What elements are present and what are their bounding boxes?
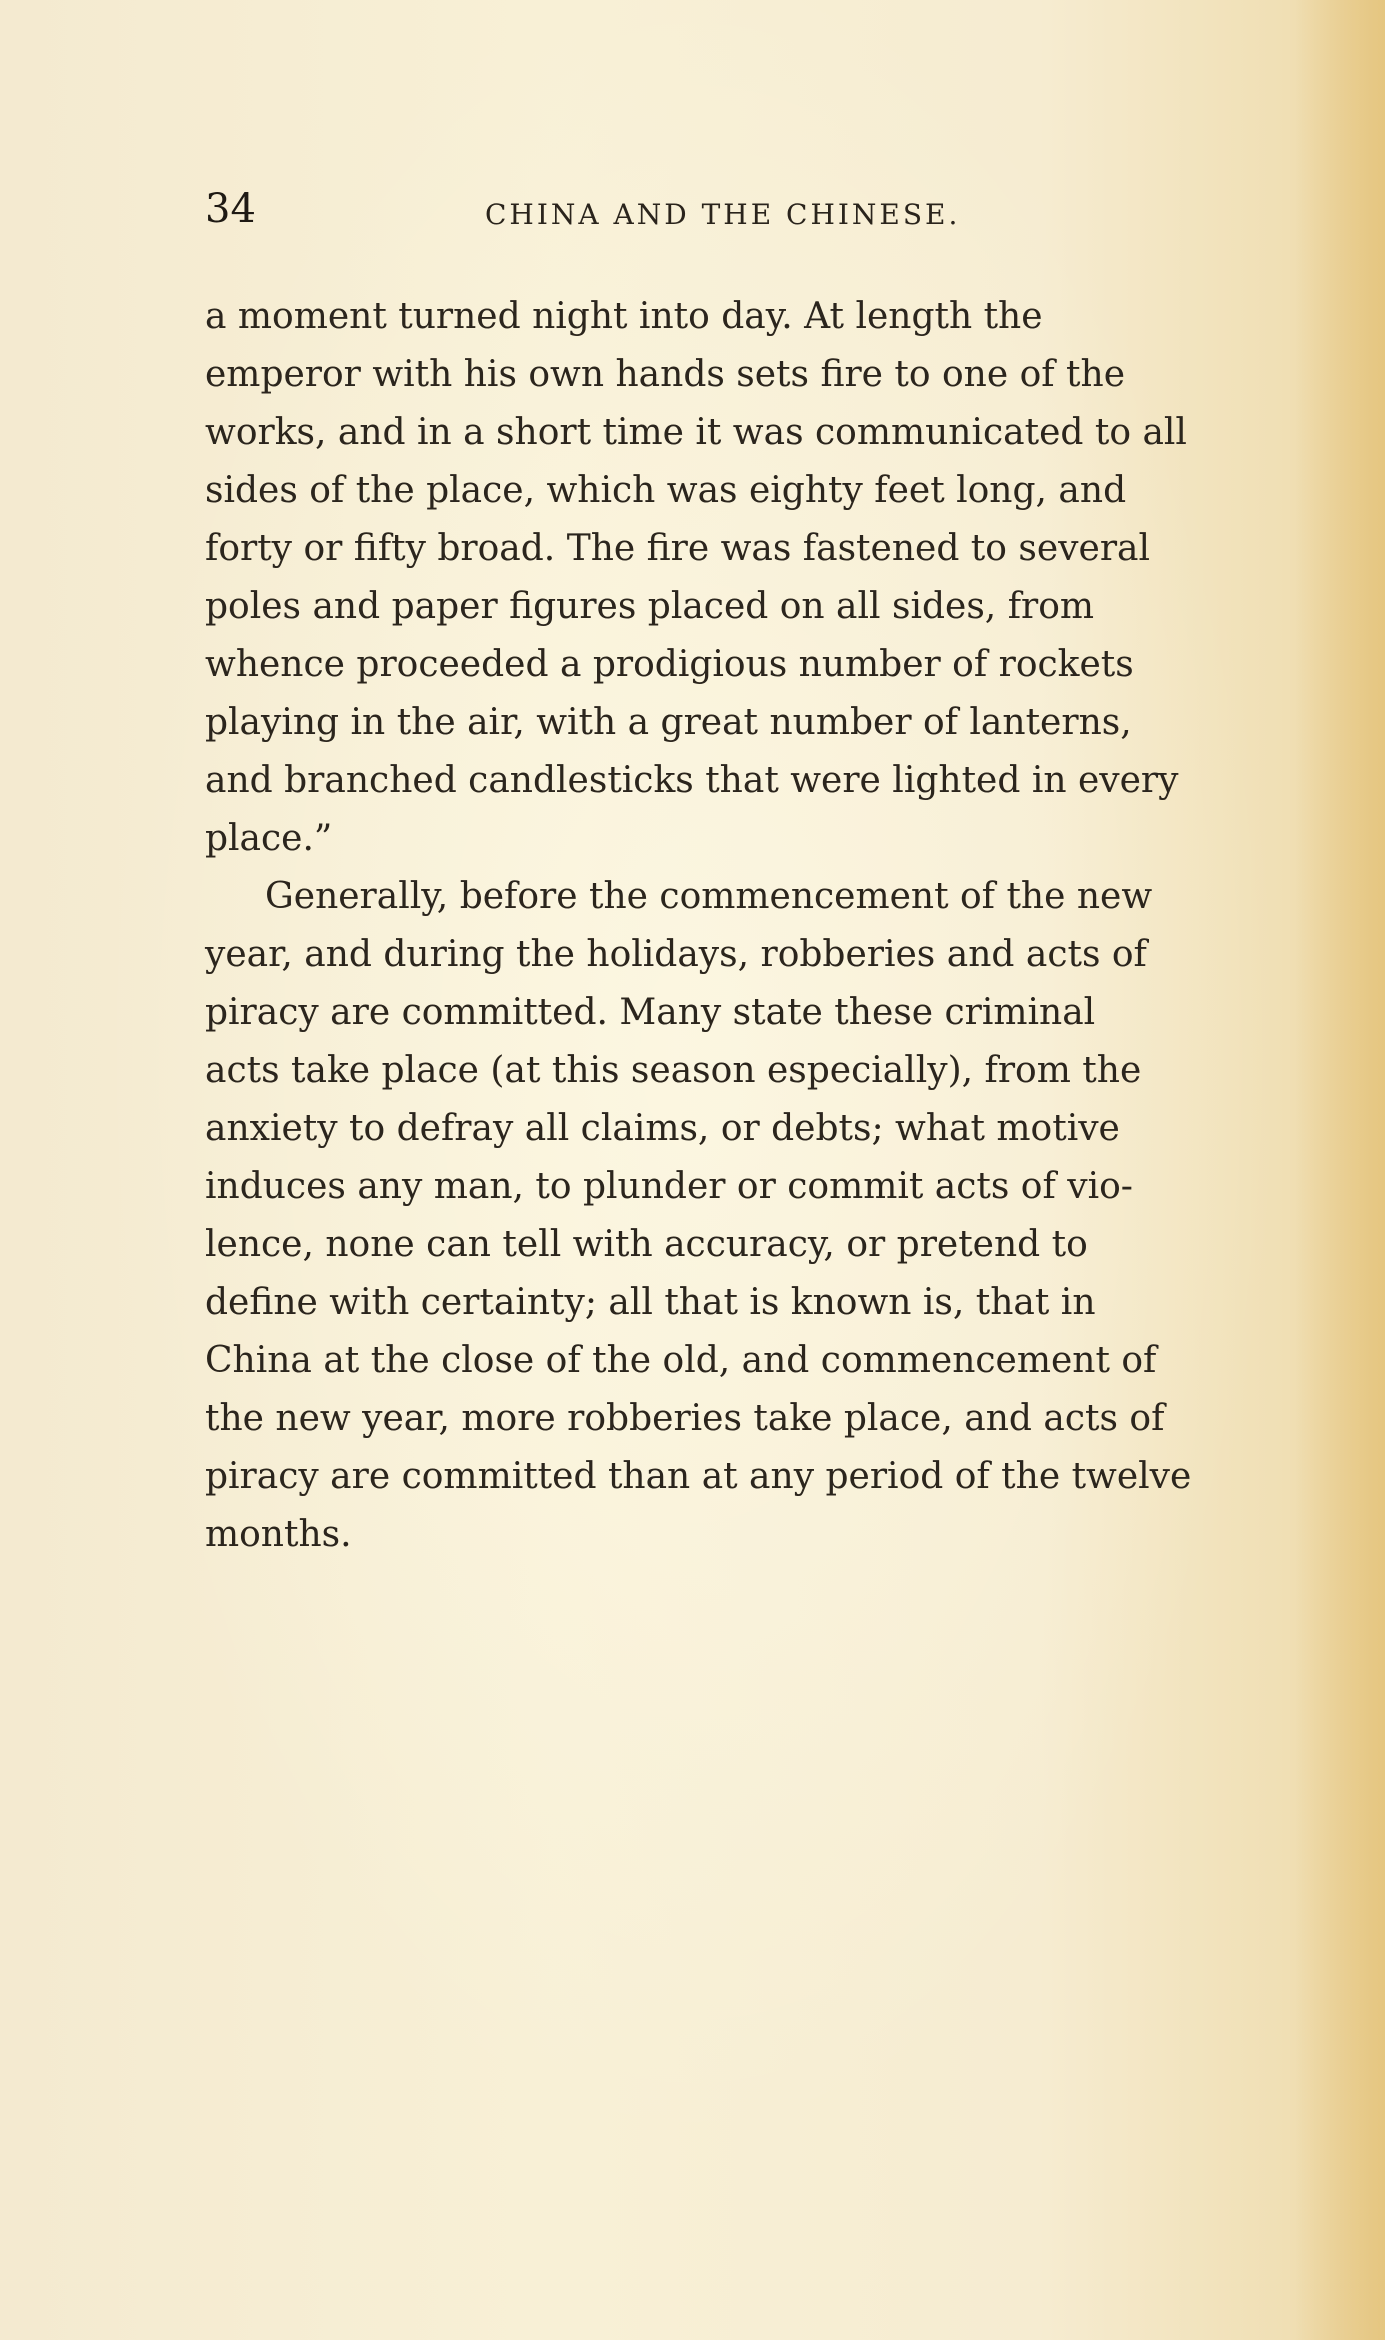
body-text bbox=[205, 288, 1305, 1564]
text-line: acts take place (at this season especially), from the bbox=[205, 1050, 1142, 1091]
text-line: place.” bbox=[205, 818, 333, 859]
page-edge-shading bbox=[1295, 0, 1385, 2340]
text-line: define with certainty; all that is known is, that in bbox=[205, 1282, 1096, 1323]
text-line: playing in the air, with a great number of lanterns, bbox=[205, 702, 1132, 743]
running-head bbox=[205, 180, 1035, 240]
text-line: anxiety to defray all claims, or debts; what motive bbox=[205, 1108, 1120, 1149]
text-line: induces any man, to plunder or commit acts of vio- bbox=[205, 1166, 1133, 1207]
text-line: poles and paper figures placed on all sides, from bbox=[205, 586, 1095, 627]
text-line: and branched candlesticks that were lighted in every bbox=[205, 760, 1179, 801]
text-line: year, and during the holidays, robberies and acts of bbox=[205, 934, 1147, 975]
text-line: piracy are committed than at any period of the twelve bbox=[205, 1456, 1192, 1497]
text-line: works, and in a short time it was communicated to all bbox=[205, 412, 1187, 453]
paragraph-start-line: Generally, before the commencement of the new bbox=[265, 876, 1153, 917]
text-line: sides of the place, which was eighty feet long, and bbox=[205, 470, 1127, 511]
running-title: CHINA AND THE CHINESE. bbox=[485, 198, 961, 231]
text-line: a moment turned night into day. At length the bbox=[205, 296, 1043, 337]
text-line: China at the close of the old, and commencement of bbox=[205, 1340, 1157, 1381]
page-number: 34 bbox=[205, 186, 256, 232]
text-line: piracy are committed. Many state these criminal bbox=[205, 992, 1096, 1033]
text-line: months. bbox=[205, 1514, 352, 1555]
text-line: whence proceeded a prodigious number of rockets bbox=[205, 644, 1134, 685]
text-line: the new year, more robberies take place, and acts of bbox=[205, 1398, 1165, 1439]
text-line: lence, none can tell with accuracy, or pretend to bbox=[205, 1224, 1088, 1265]
text-line: emperor with his own hands sets fire to one of the bbox=[205, 354, 1126, 395]
text-line: forty or fifty broad. The fire was fastened to several bbox=[205, 528, 1150, 569]
